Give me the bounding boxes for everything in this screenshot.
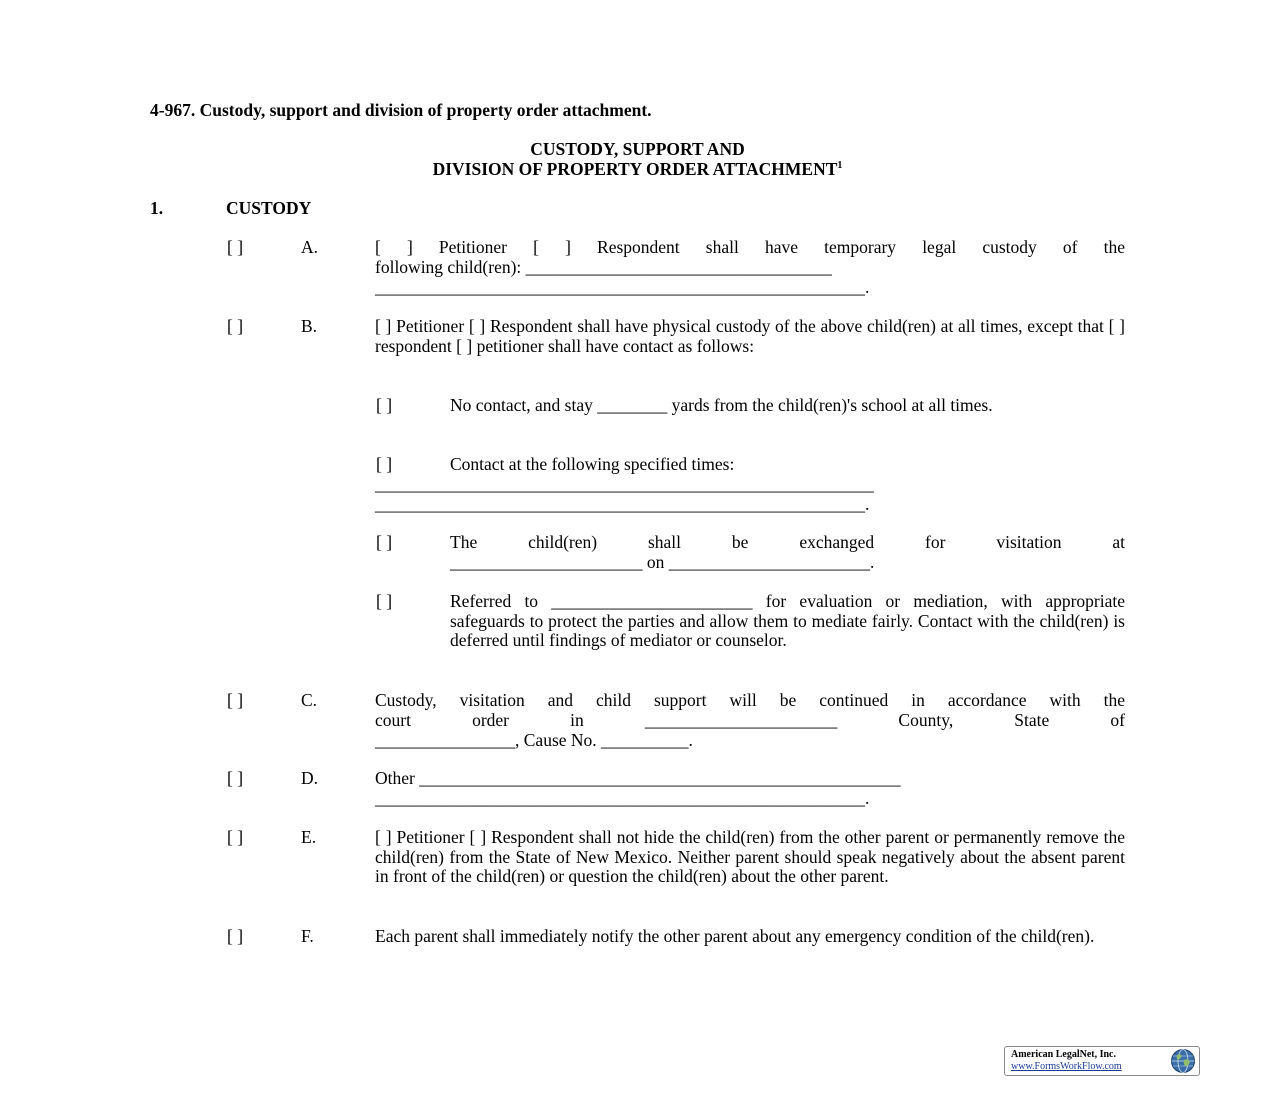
section-heading: 4-967. Custody, support and division of property order attachment. <box>150 100 652 120</box>
item-d-text-line-1: Other _______________________________________________________ <box>375 768 901 788</box>
globe-icon <box>1170 1048 1196 1074</box>
item-b-sub1-text: No contact, and stay ________ yards from the child(ren)'s school at all times. <box>450 395 993 415</box>
item-c-checkbox[interactable]: [ ] <box>227 690 244 710</box>
item-b-sub2-line-2: ________________________________________________________. <box>375 494 870 514</box>
item-f-letter: F. <box>301 926 314 946</box>
item-d-checkbox[interactable]: [ ] <box>227 768 244 788</box>
item-b-sub3-text-line-1: The child(ren) shall be exchanged for visitation at <box>450 532 1125 552</box>
part-number: 1. <box>150 198 164 218</box>
item-b-sub3-checkbox[interactable]: [ ] <box>376 532 393 552</box>
item-b-sub2-checkbox[interactable]: [ ] <box>376 454 393 474</box>
form-title-line-1: CUSTODY, SUPPORT AND <box>530 139 745 159</box>
item-a-text-line-3: ________________________________________________________. <box>375 277 870 297</box>
item-e-letter: E. <box>301 827 317 847</box>
item-b-sub4-text: Referred to _______________________ for evaluation or mediation, with appropriate safeguards to protect the parties and allow them to mediate fairly. Contact with the child(ren) is deferred until findings of mediator or counselor. <box>450 591 1125 650</box>
badge-company-name: American LegalNet, Inc. <box>1011 1049 1116 1060</box>
item-b-sub1-checkbox[interactable]: [ ] <box>376 395 393 415</box>
badge-website-link[interactable]: www.FormsWorkFlow.com <box>1011 1061 1122 1072</box>
item-e-checkbox[interactable]: [ ] <box>227 827 244 847</box>
item-c-text-line-3: ________________, Cause No. __________. <box>375 730 693 750</box>
item-b-sub2-line-1: _________________________________________________________ <box>375 474 874 494</box>
part-heading: CUSTODY <box>226 198 312 218</box>
item-e-text: [ ] Petitioner [ ] Respondent shall not hide the child(ren) from the other parent or permanently remove the child(ren) from the State of New Mexico. Neither parent should speak negatively about the absent parent in front of the child(ren) or question the child(ren) about the other parent. <box>375 827 1125 886</box>
item-c-letter: C. <box>301 690 318 710</box>
item-c-text-line-1: Custody, visitation and child support will be continued in accordance with the <box>375 690 1125 710</box>
item-b-checkbox[interactable]: [ ] <box>227 316 244 336</box>
form-title-line-2 <box>0 159 1275 179</box>
item-a-letter: A. <box>301 237 319 257</box>
item-f-text: Each parent shall immediately notify the other parent about any emergency condition of the child(ren). <box>375 926 1095 946</box>
item-a-text-line-1: [ ] Petitioner [ ] Respondent shall have temporary legal custody of the <box>375 237 1125 257</box>
item-a-checkbox[interactable]: [ ] <box>227 237 244 257</box>
item-b-sub3-text-line-2: ______________________ on _______________________. <box>450 552 875 572</box>
item-b-sub4-checkbox[interactable]: [ ] <box>376 591 393 611</box>
form-title-text: DIVISION OF PROPERTY ORDER ATTACHMENT <box>432 159 838 179</box>
item-d-letter: D. <box>301 768 319 788</box>
item-b-text: [ ] Petitioner [ ] Respondent shall have physical custody of the above child(ren) at all times, except that [ ] respondent [ ] petitioner shall have contact as follows: <box>375 316 1125 356</box>
item-f-checkbox[interactable]: [ ] <box>227 926 244 946</box>
footer-badge[interactable] <box>1004 1046 1200 1076</box>
footnote-marker: 1 <box>837 160 843 172</box>
item-b-sub2-text: Contact at the following specified times: <box>450 454 735 474</box>
item-a-text-line-2: following child(ren): ___________________________________ <box>375 257 832 277</box>
item-c-text-line-2: court order in ______________________ County, State of <box>375 710 1125 730</box>
item-b-letter: B. <box>301 316 318 336</box>
item-d-text-line-2: ________________________________________________________. <box>375 788 870 808</box>
